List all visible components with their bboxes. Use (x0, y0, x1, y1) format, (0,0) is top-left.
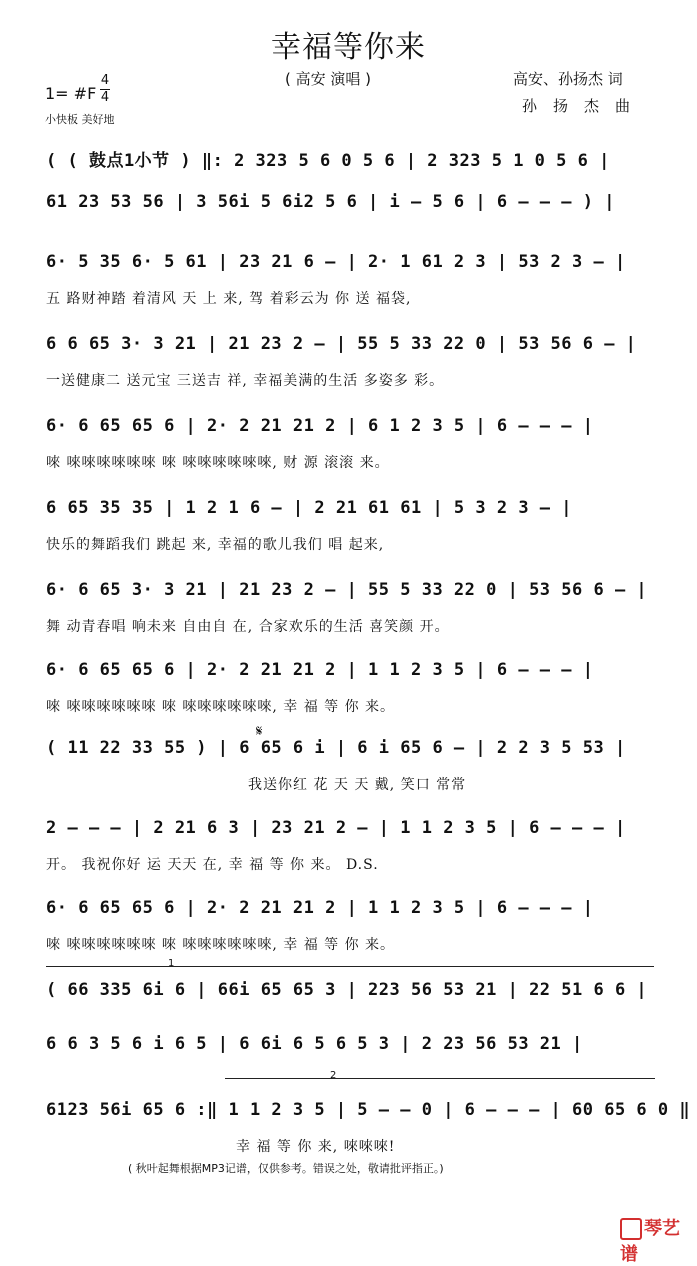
notation-row: 6 65 35 35 | 1 2 1 6 – | 2 21 61 61 | 5 3 2 3 – | (46, 498, 573, 518)
notation-row: 6· 6 65 65 6 | 2· 2 21 21 2 | 6 1 2 3 5 | 6 – – – | (46, 416, 594, 436)
site-logo[interactable] (620, 1214, 697, 1266)
notation-row: ( ( 鼓点1小节 ) ‖: 2 323 5 6 0 5 6 | 2 323 5 1 0 5 6 | (46, 151, 610, 171)
logo-mark-icon (620, 1218, 642, 1240)
volta-bracket-1 (46, 966, 654, 967)
lyric-row: 唻 唻唻唻唻唻唻 唻 唻唻唻唻唻唻, 幸 福 等 你 来。 (46, 937, 396, 953)
transcription-note: ( 秋叶起舞根据MP3记谱，仅供参考。错误之处，敬请批评指正。) (128, 1162, 444, 1175)
lyric-row: 唻 唻唻唻唻唻唻 唻 唻唻唻唻唻唻, 幸 福 等 你 来。 (46, 699, 396, 715)
notation-row: 6 6 65 3· 3 21 | 21 23 2 – | 55 5 33 22 0 | 53 56 6 – | (46, 334, 637, 354)
lyricist-credit: 高安、孙扬杰 词 (513, 70, 623, 88)
notation-row: 6123 56i 65 6 :‖ 1 1 2 3 5 | 5 – – 0 | 6 – – – | 60 65 6 0 ‖ (46, 1100, 691, 1120)
volta-label-2: 2 (330, 1070, 337, 1081)
notation-row: ( 11 22 33 55 ) | 6 65 6 i | 6 i 65 6 – | 2 2 3 5 53 | (46, 738, 626, 758)
logo-text: 琴艺谱 (620, 1218, 680, 1265)
notation-row: 6 6 3 5 6 i 6 5 | 6 6i 6 5 6 5 3 | 2 23 56 53 21 | (46, 1034, 583, 1054)
lyric-row: 一送健康二 送元宝 三送吉 祥, 幸福美满的生活 多姿多 彩。 (46, 373, 445, 389)
composer-credit: 孙扬杰曲 (522, 97, 647, 115)
notation-row: 6· 5 35 6· 5 61 | 23 21 6 – | 2· 1 61 2 3 | 53 2 3 – | (46, 252, 626, 272)
volta-label-1: 1 (168, 958, 175, 969)
lyric-row: 唻 唻唻唻唻唻唻 唻 唻唻唻唻唻唻, 财 源 滚滚 来。 (46, 455, 390, 471)
time-signature-bottom: 4 (100, 90, 110, 105)
notation-row: ( 66 335 6i 6 | 66i 65 65 3 | 223 56 53 21 | 22 51 6 6 | (46, 980, 648, 1000)
notation-row: 2 – – – | 2 21 6 3 | 23 21 2 – | 1 1 2 3 5 | 6 – – – | (46, 818, 626, 838)
notation-row: 6· 6 65 3· 3 21 | 21 23 2 – | 55 5 33 22 0 | 53 56 6 – | (46, 580, 648, 600)
segno-mark: 𝄋 (256, 722, 263, 740)
time-signature (100, 74, 110, 105)
key-signature: 1= #F (45, 84, 97, 103)
notation-row: 6· 6 65 65 6 | 2· 2 21 21 2 | 1 1 2 3 5 | 6 – – – | (46, 898, 594, 918)
lyric-row: 舞 动青春唱 响未来 自由自 在, 合家欢乐的生活 喜笑颜 开。 (46, 619, 450, 635)
time-signature-top: 4 (100, 73, 110, 88)
lyric-row: 快乐的舞蹈我们 跳起 来, 幸福的歌儿我们 唱 起来, (46, 537, 385, 553)
singer-credit: ( 高安 演唱 ) (285, 70, 372, 88)
song-title: 幸福等你来 (271, 30, 426, 65)
lyric-row: 五 路财神踏 着清风 天 上 来, 驾 着彩云为 你 送 福袋, (46, 291, 412, 307)
notation-row: 61 23 53 56 | 3 56i 5 6i2 5 6 | i – 5 6 | 6 – – – ) | (46, 192, 615, 212)
lyric-row: 开。 我祝你好 运 天天 在, 幸 福 等 你 来。 D.S. (46, 857, 379, 873)
lyric-row: 幸 福 等 你 来, 唻唻唻! (236, 1139, 396, 1155)
volta-bracket-2 (225, 1078, 655, 1079)
lyric-row: 我送你红 花 天 天 戴, 笑口 常常 (248, 777, 467, 793)
tempo-marking: 小快板 美好地 (45, 113, 115, 126)
notation-row: 6· 6 65 65 6 | 2· 2 21 21 2 | 1 1 2 3 5 | 6 – – – | (46, 660, 594, 680)
